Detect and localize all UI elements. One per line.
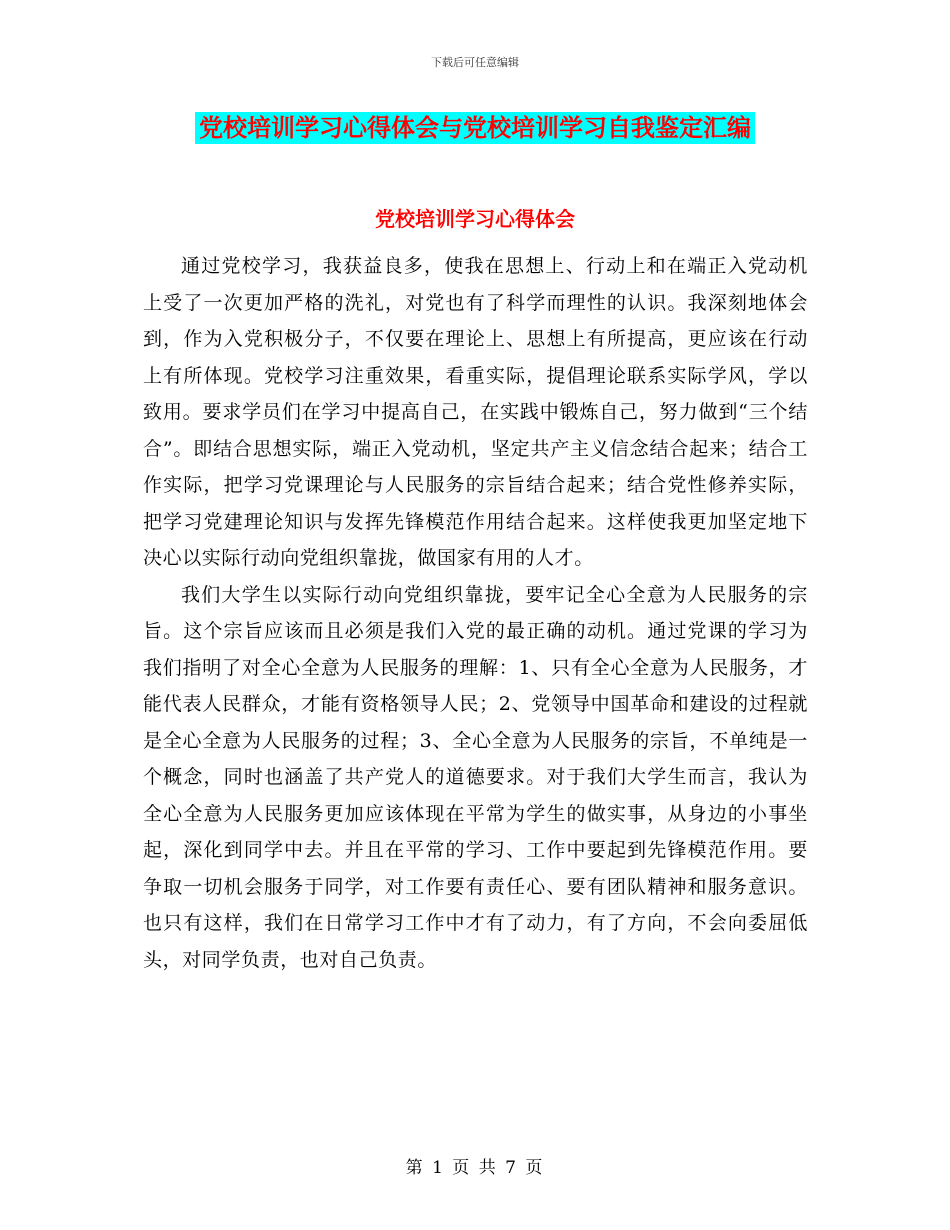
page-number-footer: 第 1 页 共 7 页 <box>405 1158 545 1178</box>
body-text <box>143 248 808 978</box>
document-title: 党校培训学习心得体会与党校培训学习自我鉴定汇编 <box>195 112 755 144</box>
header-note: 下载后可任意编辑 <box>431 56 519 69</box>
paragraph-2: 我们大学生以实际行动向党组织靠拢，要牢记全心全意为人民服务的宗旨。这个宗旨应该而且必须是我们入党的最正确的动机。通过党课的学习为我们指明了对全心全意为人民服务的理解：1、只有全心全意为人民服务，才能代表人民群众，才能有资格领导人民；2、党领导中国革命和建设的过程就是全心全意为人民服务的过程；3、全心全意为人民服务的宗旨，不单纯是一个概念，同时也涵盖了共产党人的道德要求。对于我们大学生而言，我认为全心全意为人民服务更加应该体现在平常为学生的做实事，从身边的小事坐起，深化到同学中去。并且在平常的学习、工作中要起到先锋模范作用。要争取一切机会服务于同学，对工作要有责任心、要有团队精神和服务意识。也只有这样，我们在日常学习工作中才有了动力，有了方向，不会向委屈低头，对同学负责，也对自己负责。 <box>143 583 808 971</box>
section-title: 党校培训学习心得体会 <box>375 207 575 231</box>
paragraph-1: 通过党校学习，我获益良多，使我在思想上、行动上和在端正入党动机上受了一次更加严格的洗礼，对党也有了科学而理性的认识。我深刻地体会到，作为入党积极分子，不仅要在理论上、思想上有所提高，更应该在行动上有所体现。党校学习注重效果，看重实际，提倡理论联系实际学风，学以致用。要求学员们在学习中提高自己，在实践中锻炼自己，努力做到“三个结合”。即结合思想实际，端正入党动机，坚定共产主义信念结合起来；结合工作实际，把学习党课理论与人民服务的宗旨结合起来；结合党性修养实际，把学习党建理论知识与发挥先锋模范作用结合起来。这样使我更加坚定地下决心以实际行动向党组织靠拢，做国家有用的人才。 <box>143 255 808 569</box>
